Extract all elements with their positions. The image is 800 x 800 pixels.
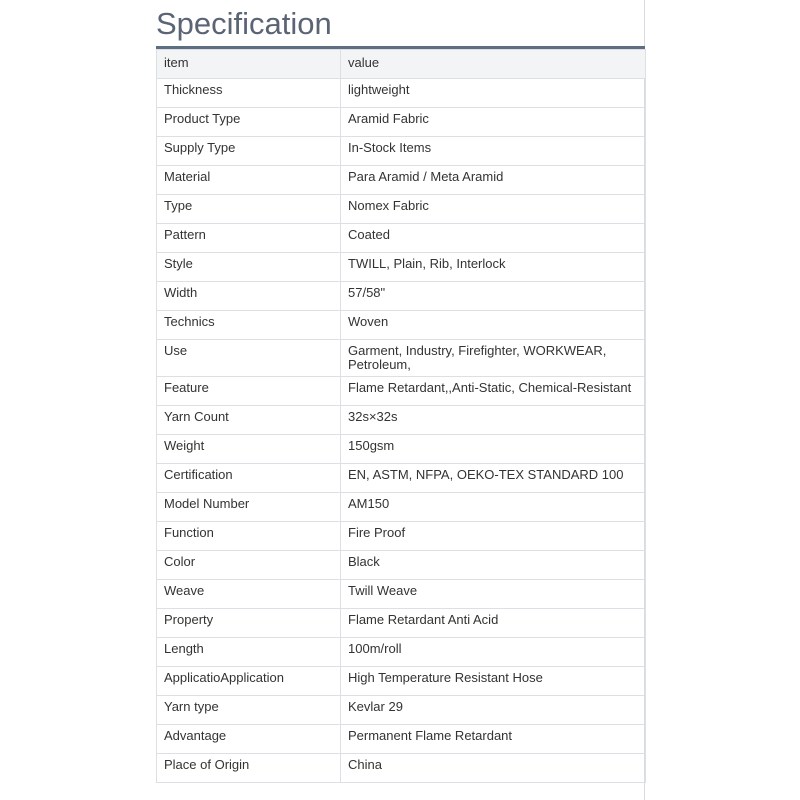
specification-table [156, 49, 646, 783]
spec-item-cell: Material [157, 166, 341, 195]
spec-value-cell: High Temperature Resistant Hose [341, 667, 646, 696]
table-row [157, 282, 646, 311]
spec-value-cell: Flame Retardant,,Anti-Static, Chemical-Resistant [341, 377, 646, 406]
spec-item-cell: Thickness [157, 79, 341, 108]
spec-item-cell: Color [157, 551, 341, 580]
spec-item-cell: Technics [157, 311, 341, 340]
table-row [157, 108, 646, 137]
table-row [157, 754, 646, 783]
table-row [157, 551, 646, 580]
spec-value-cell: AM150 [341, 493, 646, 522]
spec-item-cell: Pattern [157, 224, 341, 253]
spec-value-cell: Kevlar 29 [341, 696, 646, 725]
spec-value-cell: Para Aramid / Meta Aramid [341, 166, 646, 195]
spec-item-cell: Weight [157, 435, 341, 464]
section-title: Specification [156, 6, 332, 41]
spec-item-cell: Product Type [157, 108, 341, 137]
spec-item-cell: Supply Type [157, 137, 341, 166]
spec-value-cell: lightweight [341, 79, 646, 108]
spec-value-cell: Nomex Fabric [341, 195, 646, 224]
table-row [157, 696, 646, 725]
spec-value-cell: 32s×32s [341, 406, 646, 435]
spec-value-cell: Fire Proof [341, 522, 646, 551]
spec-value-cell: Woven [341, 311, 646, 340]
spec-value-cell: China [341, 754, 646, 783]
spec-value-cell: Permanent Flame Retardant [341, 725, 646, 754]
spec-item-cell: Type [157, 195, 341, 224]
table-row [157, 79, 646, 108]
spec-item-cell: Feature [157, 377, 341, 406]
table-row [157, 406, 646, 435]
spec-value-cell: Twill Weave [341, 580, 646, 609]
spec-value-cell: EN, ASTM, NFPA, OEKO-TEX STANDARD 100 [341, 464, 646, 493]
table-row [157, 580, 646, 609]
table-header-row [157, 50, 646, 79]
spec-item-cell: Width [157, 282, 341, 311]
spec-value-cell: Coated [341, 224, 646, 253]
table-row [157, 638, 646, 667]
table-row [157, 725, 646, 754]
spec-item-cell: Style [157, 253, 341, 282]
table-row [157, 137, 646, 166]
spec-item-cell: Yarn Count [157, 406, 341, 435]
spec-item-cell: Yarn type [157, 696, 341, 725]
spec-item-cell: Advantage [157, 725, 341, 754]
table-row [157, 340, 646, 377]
spec-item-cell: Model Number [157, 493, 341, 522]
spec-item-cell: Length [157, 638, 341, 667]
table-row [157, 464, 646, 493]
header-value: value [341, 50, 646, 79]
table-row [157, 166, 646, 195]
table-row [157, 377, 646, 406]
table-row [157, 195, 646, 224]
spec-item-cell: Property [157, 609, 341, 638]
spec-item-cell: Weave [157, 580, 341, 609]
spec-value-cell: In-Stock Items [341, 137, 646, 166]
table-row [157, 522, 646, 551]
spec-value-cell: Aramid Fabric [341, 108, 646, 137]
spec-item-cell: Function [157, 522, 341, 551]
spec-value-cell: Garment, Industry, Firefighter, WORKWEAR, Petroleum, [341, 340, 646, 377]
spec-item-cell: Certification [157, 464, 341, 493]
table-row [157, 493, 646, 522]
spec-item-cell: ApplicatioApplication [157, 667, 341, 696]
header-item: item [157, 50, 341, 79]
table-row [157, 253, 646, 282]
table-row [157, 311, 646, 340]
table-row [157, 667, 646, 696]
spec-value-cell: 100m/roll [341, 638, 646, 667]
spec-value-cell: TWILL, Plain, Rib, Interlock [341, 253, 646, 282]
table-row [157, 435, 646, 464]
spec-value-cell: Black [341, 551, 646, 580]
spec-value-cell: 150gsm [341, 435, 646, 464]
spec-item-cell: Use [157, 340, 341, 377]
spec-value-cell: 57/58" [341, 282, 646, 311]
table-row [157, 224, 646, 253]
table-row [157, 609, 646, 638]
spec-item-cell: Place of Origin [157, 754, 341, 783]
spec-value-cell: Flame Retardant Anti Acid [341, 609, 646, 638]
